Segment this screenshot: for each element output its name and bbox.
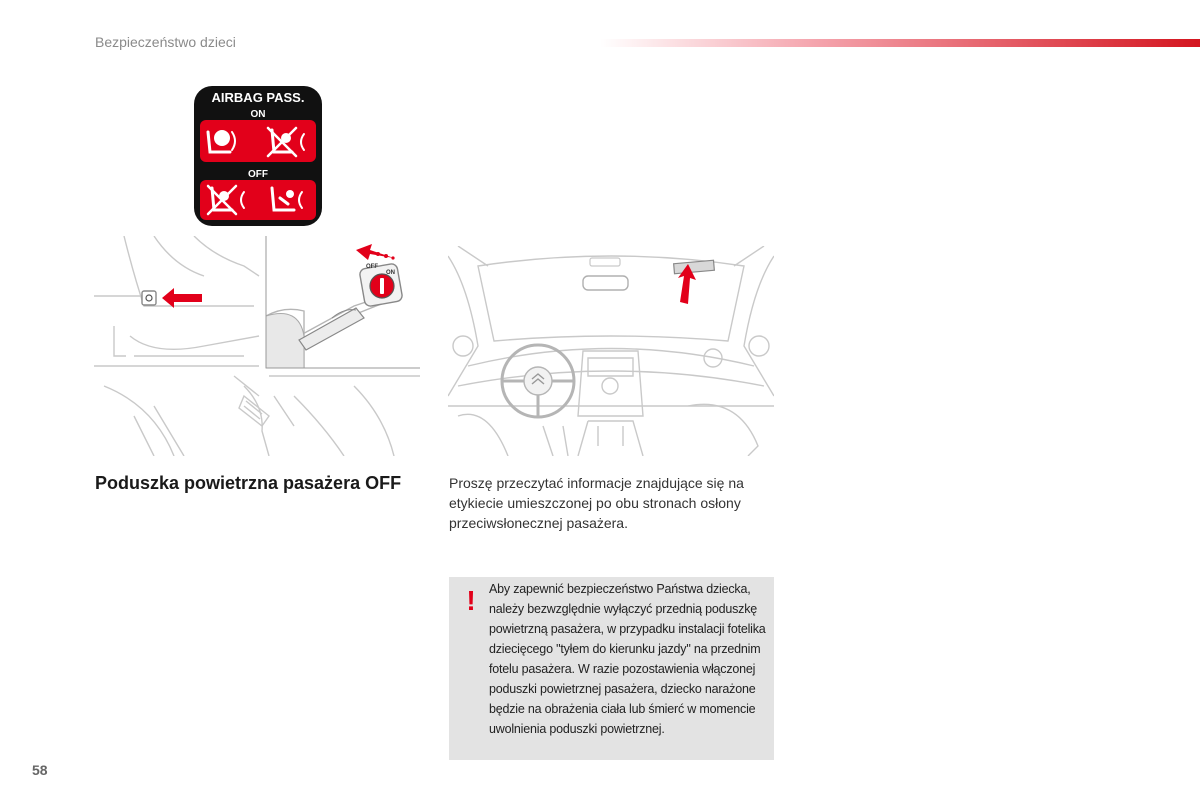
switch-off-text: OFF (366, 264, 378, 270)
sun-visor-label (674, 260, 715, 273)
warning-text: Aby zapewnić bezpieczeństwo Państwa dziecka, należy bezwzględnie wyłączyć przednią poduszkę powietrzną pasażera, w przypadku instalacji fotelika dziecięcego "tyłem do kierunku jazdy" na przednim fotelu pasażera. W razie pozostawienia włączonej poduszki powietrznej pasażera, dziecko narażone będzie na obrażenia ciała lub śmierć w momencie uwolnienia poduszki powietrznej. (489, 582, 766, 736)
header-accent-bar (600, 39, 1200, 47)
label-on: ON (250, 109, 266, 120)
switch-on-text: ON (386, 270, 395, 276)
car-interior-figure (448, 246, 774, 456)
warning-icon: ! (466, 585, 476, 616)
label-title: AIRBAG PASS. (211, 90, 305, 105)
section-title: Bezpieczeństwo dzieci (95, 34, 236, 50)
arrow-icon (162, 288, 202, 308)
warning-box (449, 577, 774, 760)
section-heading: Poduszka powietrzna pasażera OFF (95, 473, 402, 493)
instruction-text: Proszę przeczytać informacje znajdujące się na etykiecie umieszczonej po obu stronach osłony przeciwsłonecznej pasażera. (449, 475, 744, 531)
label-off: OFF (248, 169, 268, 180)
airbag-pass-label (194, 86, 322, 226)
passenger-airbag-switch-figure (94, 236, 420, 456)
page-number: 58 (32, 762, 48, 778)
